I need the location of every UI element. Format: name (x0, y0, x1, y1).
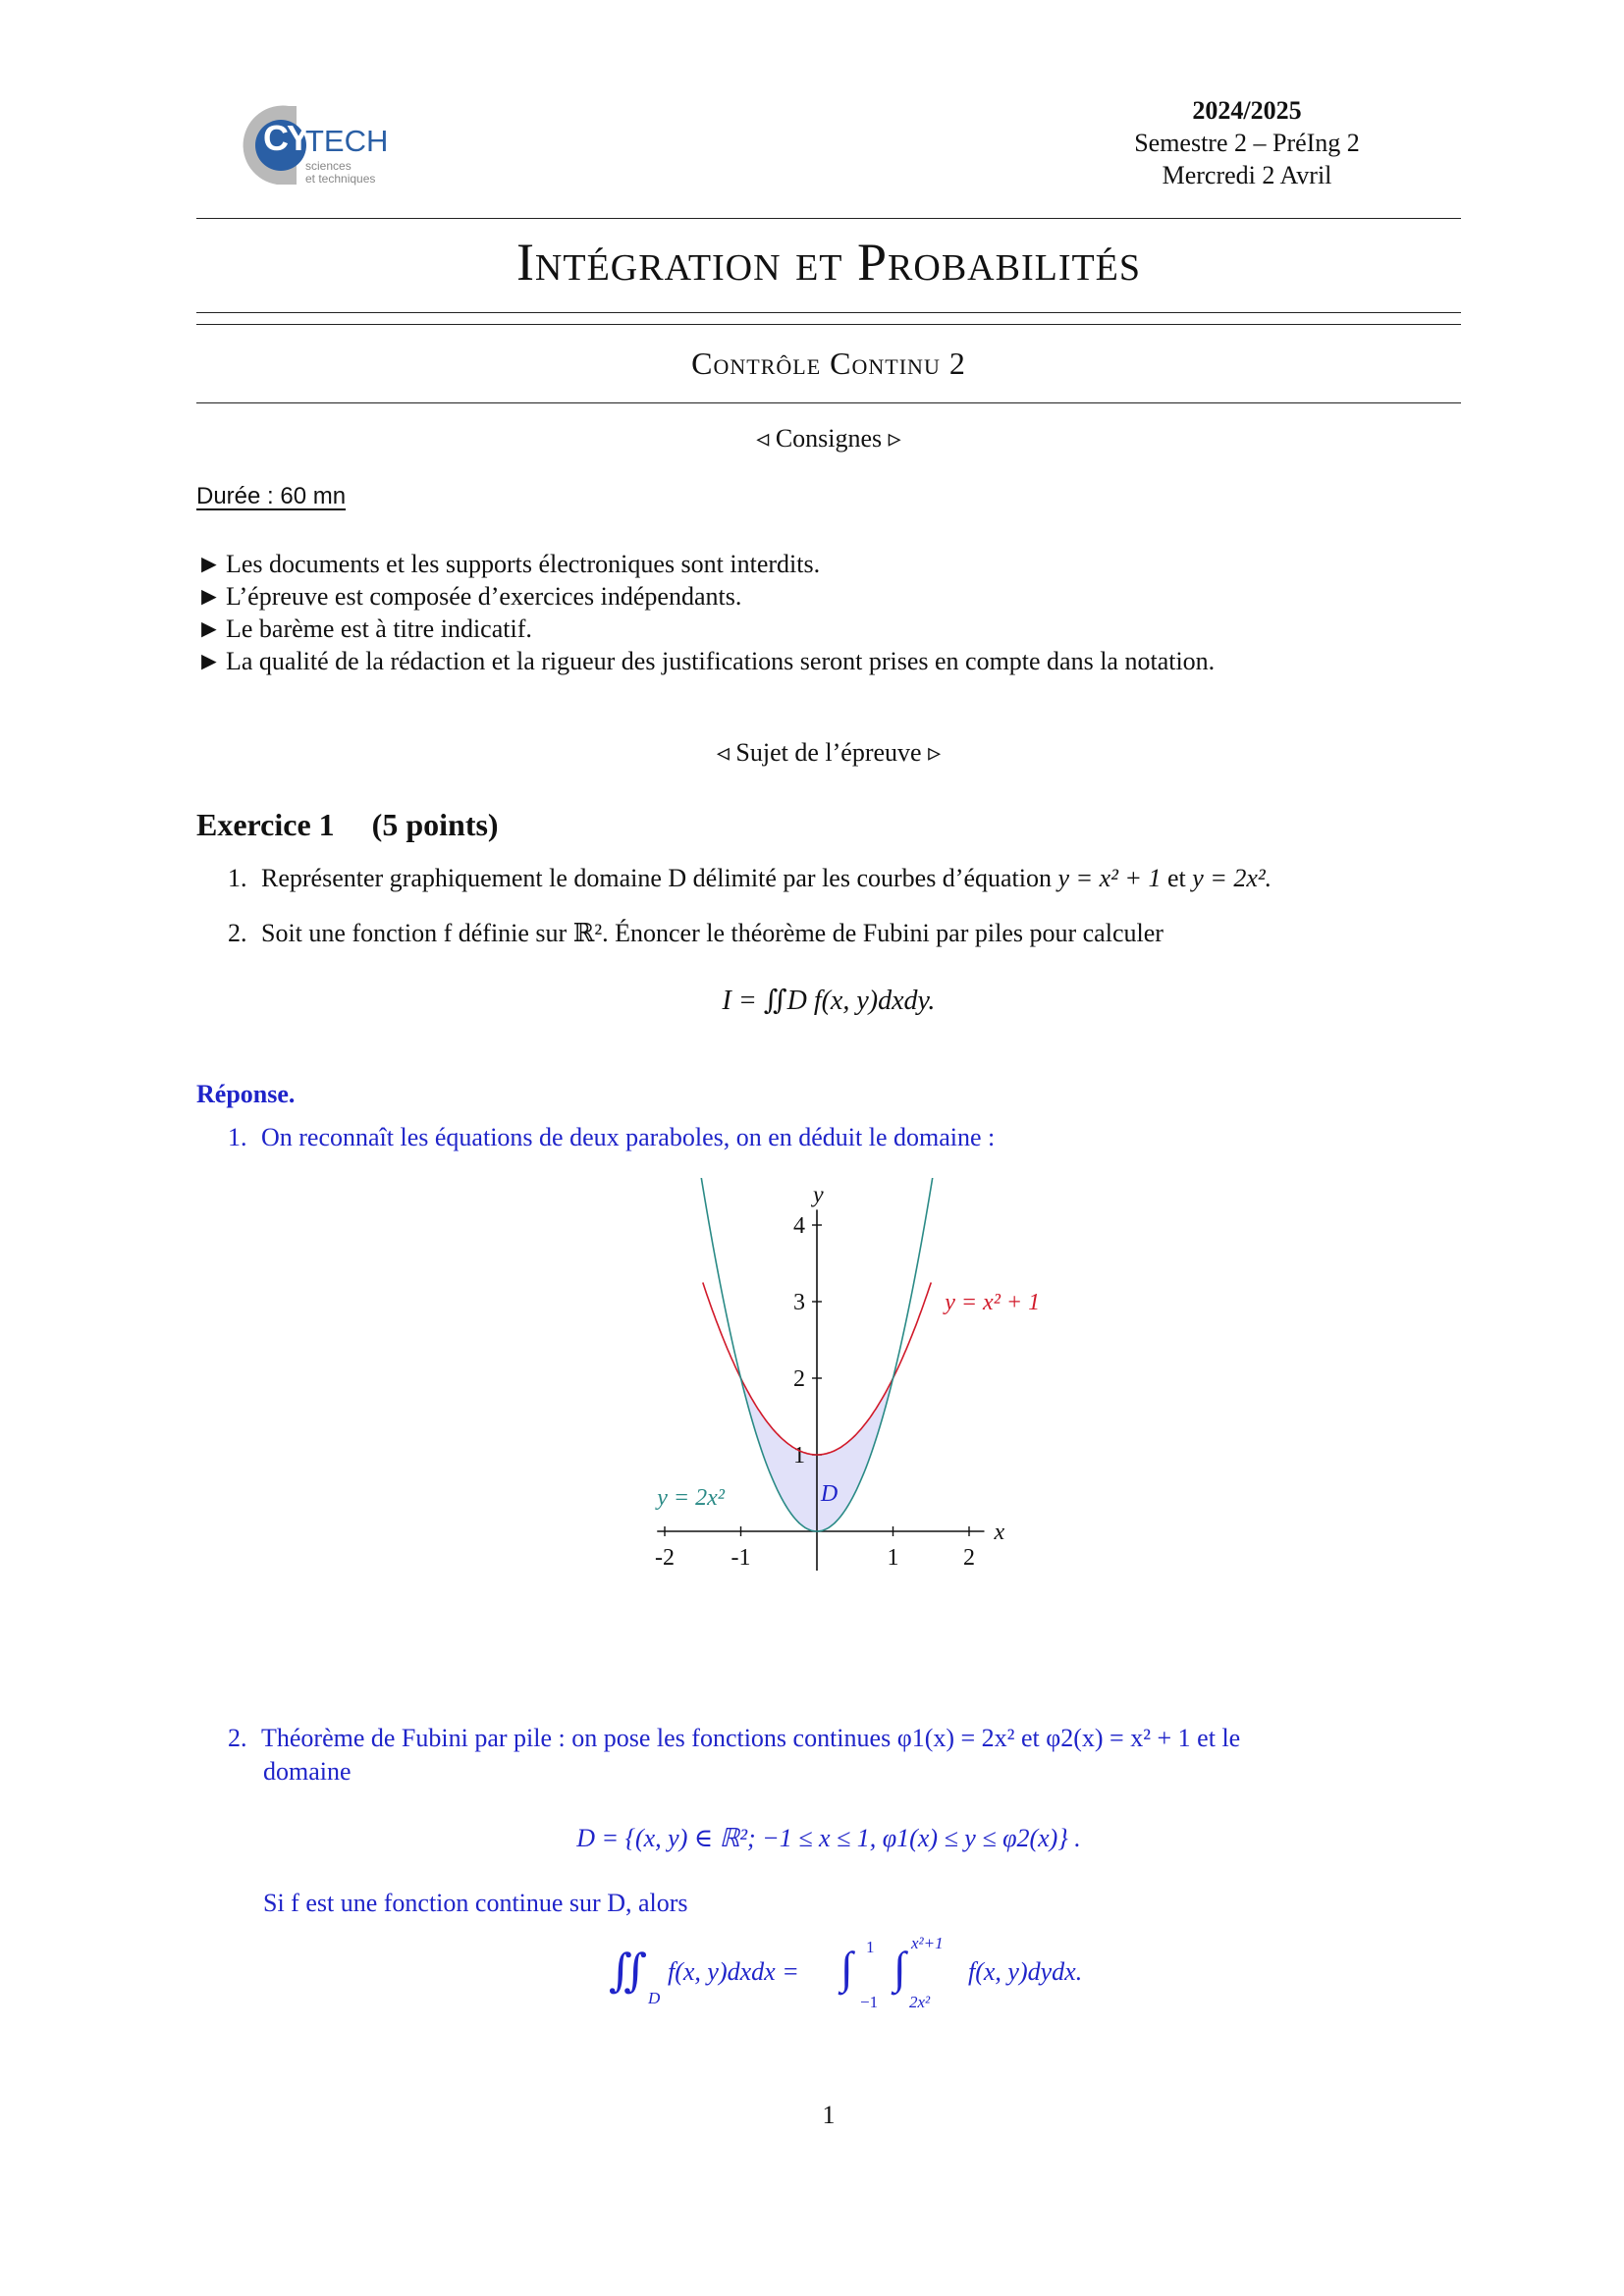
academic-year: 2024/2025 (1192, 96, 1302, 125)
continuity-condition: Si f est une fonction continue sur D, alors (263, 1889, 688, 1917)
y-tick-label: 3 (793, 1290, 805, 1315)
answer-2-line1: 2. Théorème de Fubini par pile : on pose les fonctions continues φ1(x) = 2x² et φ2(x) = x² + 1 et le (228, 1724, 1241, 1752)
y-tick-label: 1 (793, 1443, 805, 1468)
double-integral-sign: ∬ (609, 1946, 648, 1996)
list-item: ► La qualité de la rédaction et la rigueur des justifications seront prises en compte dans la notation. (196, 647, 1216, 675)
y-tick-label: 4 (793, 1213, 805, 1239)
answer-1: 1. On reconnaît les équations de deux paraboles, on en déduit le domaine : (228, 1123, 996, 1151)
top-rule (196, 218, 1461, 219)
x-tick-label: -2 (655, 1545, 675, 1571)
exercise-title: Exercice 1 (5 points) (196, 807, 499, 842)
x-axis-label: x (994, 1520, 1005, 1545)
logo-mark: CY (263, 118, 309, 158)
answer-2-line2: domaine (263, 1757, 352, 1786)
bullet-icon: ► (196, 582, 222, 611)
fubini-rhs: f(x, y)dydx. (968, 1957, 1083, 1986)
title-rule-1 (196, 312, 1461, 313)
domain-label: D (820, 1481, 839, 1507)
integral-sub-d: D (648, 1989, 661, 2007)
parabola-domain-chart (589, 1178, 1100, 1590)
x-tick-label: 1 (887, 1545, 899, 1571)
fubini-lhs: f(x, y)dxdx = (668, 1957, 799, 1986)
series-label-2: y = 2x² (657, 1484, 725, 1511)
logo (238, 102, 405, 190)
outer-lower-bound: −1 (860, 1993, 879, 2011)
page-subtitle: Contrôle Continu 2 (691, 346, 966, 381)
x-tick-label: -1 (731, 1545, 751, 1571)
list-item: ► L’épreuve est composée d’exercices indépendants. (196, 582, 742, 611)
integral-formula: I = ∬D f(x, y)dxdy. (722, 986, 936, 1016)
integral-sign-inner: ∫ (893, 1943, 906, 1993)
answer-label: Réponse. (196, 1080, 296, 1108)
series-label-1: y = x² + 1 (945, 1290, 1041, 1315)
instructions-list (196, 548, 1215, 677)
x-tick-label: 2 (963, 1545, 975, 1571)
logo-brand: TECH (305, 124, 389, 158)
question-1: 1. Représenter graphiquement le domaine D délimité par les courbes d’équation y = x² + 1 et y = 2x². (228, 864, 1272, 892)
instructions-heading: ◃ Consignes ▹ (756, 424, 901, 453)
inner-upper-bound: x²+1 (911, 1934, 944, 1952)
list-item: ► Les documents et les supports électroniques sont interdits. (196, 550, 821, 578)
integral-sign-outer: ∫ (840, 1943, 853, 1993)
y-tick-label: 2 (793, 1366, 805, 1392)
domain-definition: D = {(x, y) ∈ ℝ²; −1 ≤ x ≤ 1, φ1(x) ≤ y ≤ φ2(x)} . (576, 1824, 1081, 1852)
fubini-formula (609, 1934, 1119, 2026)
subtitle-rule (196, 402, 1461, 403)
exam-date: Mercredi 2 Avril (1162, 161, 1332, 189)
subject-heading: ◃ Sujet de l’épreuve ▹ (716, 738, 942, 767)
logo-sub2: et techniques (305, 172, 376, 186)
logo-sub1: sciences (305, 159, 352, 173)
semester: Semestre 2 – PréIng 2 (1134, 129, 1360, 157)
bullet-icon: ► (196, 647, 222, 675)
title-rule-2 (196, 324, 1461, 325)
outer-upper-bound: 1 (866, 1938, 875, 1956)
duration: Durée : 60 mn (196, 483, 347, 509)
header-info (1080, 94, 1414, 191)
bullet-icon: ► (196, 614, 222, 643)
question-2: 2. Soit une fonction f définie sur ℝ². Énoncer le théorème de Fubini par piles pour calculer (228, 919, 1164, 947)
y-axis-label: y (813, 1182, 824, 1208)
page-title: Intégration et Probabilités (515, 233, 1142, 292)
list-item: ► Le barème est à titre indicatif. (196, 614, 532, 643)
bullet-icon: ► (196, 550, 222, 578)
page-number: 1 (822, 2101, 836, 2129)
inner-lower-bound: 2x² (909, 1993, 931, 2011)
